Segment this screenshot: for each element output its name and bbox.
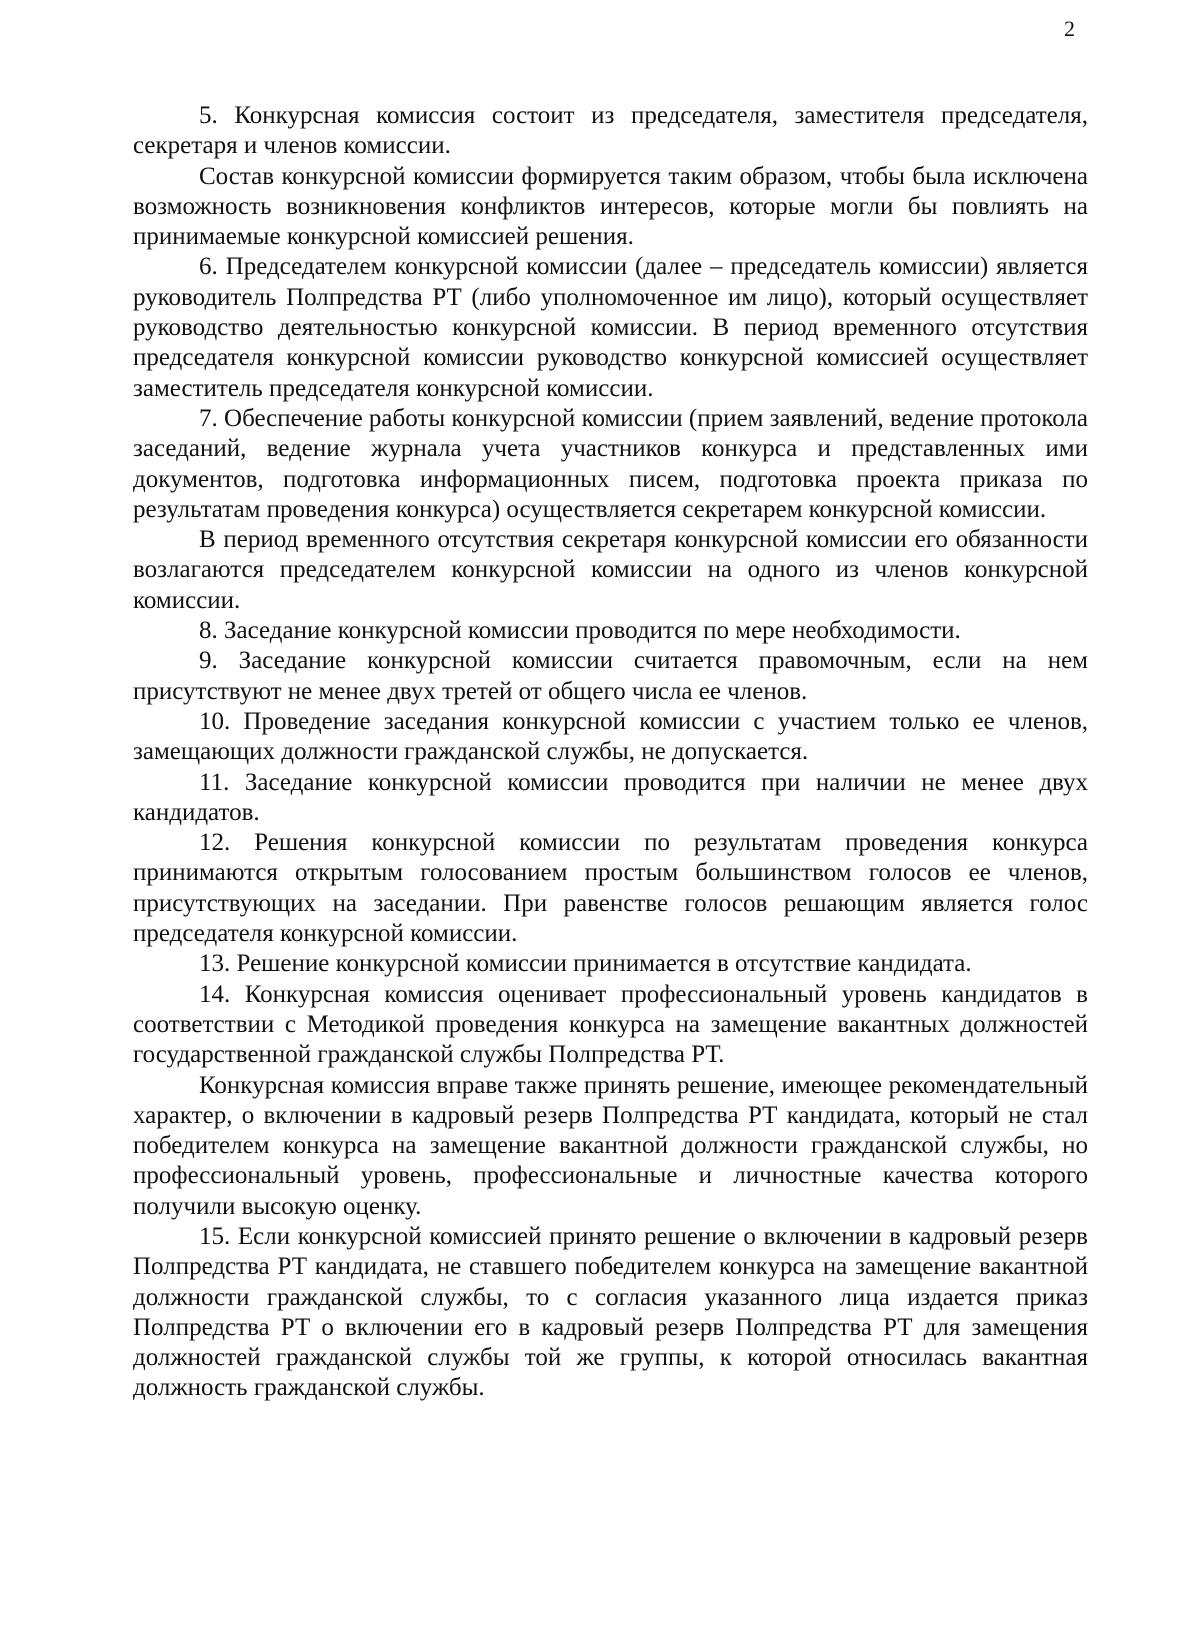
paragraph-14-reserve: Конкурсная комиссия вправе также принять решение, имеющее рекомендательный характер, о включении в кадровый резерв Полпредства РТ кандидата, который не стал победителем конкурса на замещение вакантной должности гражданской службы, но профессиональный уровень, профессиональные и личностные качества которого получили высокую оценку. [133, 1071, 1088, 1220]
paragraph-14: 14. Конкурсная комиссия оценивает профессиональный уровень кандидатов в соответствии с Методикой проведения конкурса на замещение вакантных должностей государственной гражданской службы Полпредства РТ. [133, 980, 1088, 1069]
paragraph-12: 12. Решения конкурсной комиссии по результатам проведения конкурса принимаются открытым голосованием простым большинством голосов ее членов, присутствующих на заседании. При равенстве голосов решающим является голос председателя конкурсной комиссии. [133, 829, 1088, 948]
paragraph-10: 10. Проведение заседания конкурсной комиссии с участием только ее членов, замещающих должности гражданской службы, не допускается. [133, 707, 1088, 766]
document-body [133, 101, 1088, 1404]
paragraph-7: 7. Обеспечение работы конкурсной комиссии (прием заявлений, ведение протокола заседаний, ведение журнала учета участников конкурса и представленных ими документов, подготовка информационных писем, подготовка проекта приказа по результатам проведения конкурса) осуществляется секретарем конкурсной комиссии. [133, 404, 1088, 523]
paragraph-5-composition: Состав конкурсной комиссии формируется таким образом, чтобы была исключена возможность возникновения конфликтов интересов, которые могли бы повлиять на принимаемые конкурсной комиссией решения. [133, 162, 1088, 251]
paragraph-5: 5. Конкурсная комиссия состоит из председателя, заместителя председателя, секретаря и членов комиссии. [133, 102, 1088, 160]
page-number: 2 [1064, 16, 1075, 41]
paragraph-7-absence: В период временного отсутствия секретаря конкурсной комиссии его обязанности возлагаются председателем конкурсной комиссии на одного из членов конкурсной комиссии. [133, 526, 1088, 614]
paragraph-11: 11. Заседание конкурсной комиссии проводится при наличии не менее двух кандидатов. [133, 768, 1088, 826]
paragraph-13: 13. Решение конкурсной комиссии принимается в отсутствие кандидата. [199, 950, 972, 978]
paragraph-15: 15. Если конкурсной комиссией принято решение о включении в кадровый резерв Полпредства РТ кандидата, не ставшего победителем конкурса на замещение вакантной должности гражданской службы, то с согласия указанного лица издается приказ Полпредства РТ о включении его в кадровый резерв Полпредства РТ для замещения должностей гражданской службы той же группы, к которой относилась вакантная должность гражданской службы. [133, 1222, 1088, 1402]
paragraph-6: 6. Председателем конкурсной комиссии (далее – председатель комиссии) является руководитель Полпредства РТ (либо уполномоченное им лицо), который осуществляет руководство деятельностью конкурсной комиссии. В период временного отсутствия председателя конкурсной комиссии руководство конкурсной комиссией осуществляет заместитель председателя конкурсной комиссии. [133, 253, 1088, 402]
paragraph-9: 9. Заседание конкурсной комиссии считается правомочным, если на нем присутствуют не менее двух третей от общего числа ее членов. [133, 647, 1088, 705]
paragraph-8: 8. Заседание конкурсной комиссии проводится по мере необходимости. [199, 617, 961, 645]
